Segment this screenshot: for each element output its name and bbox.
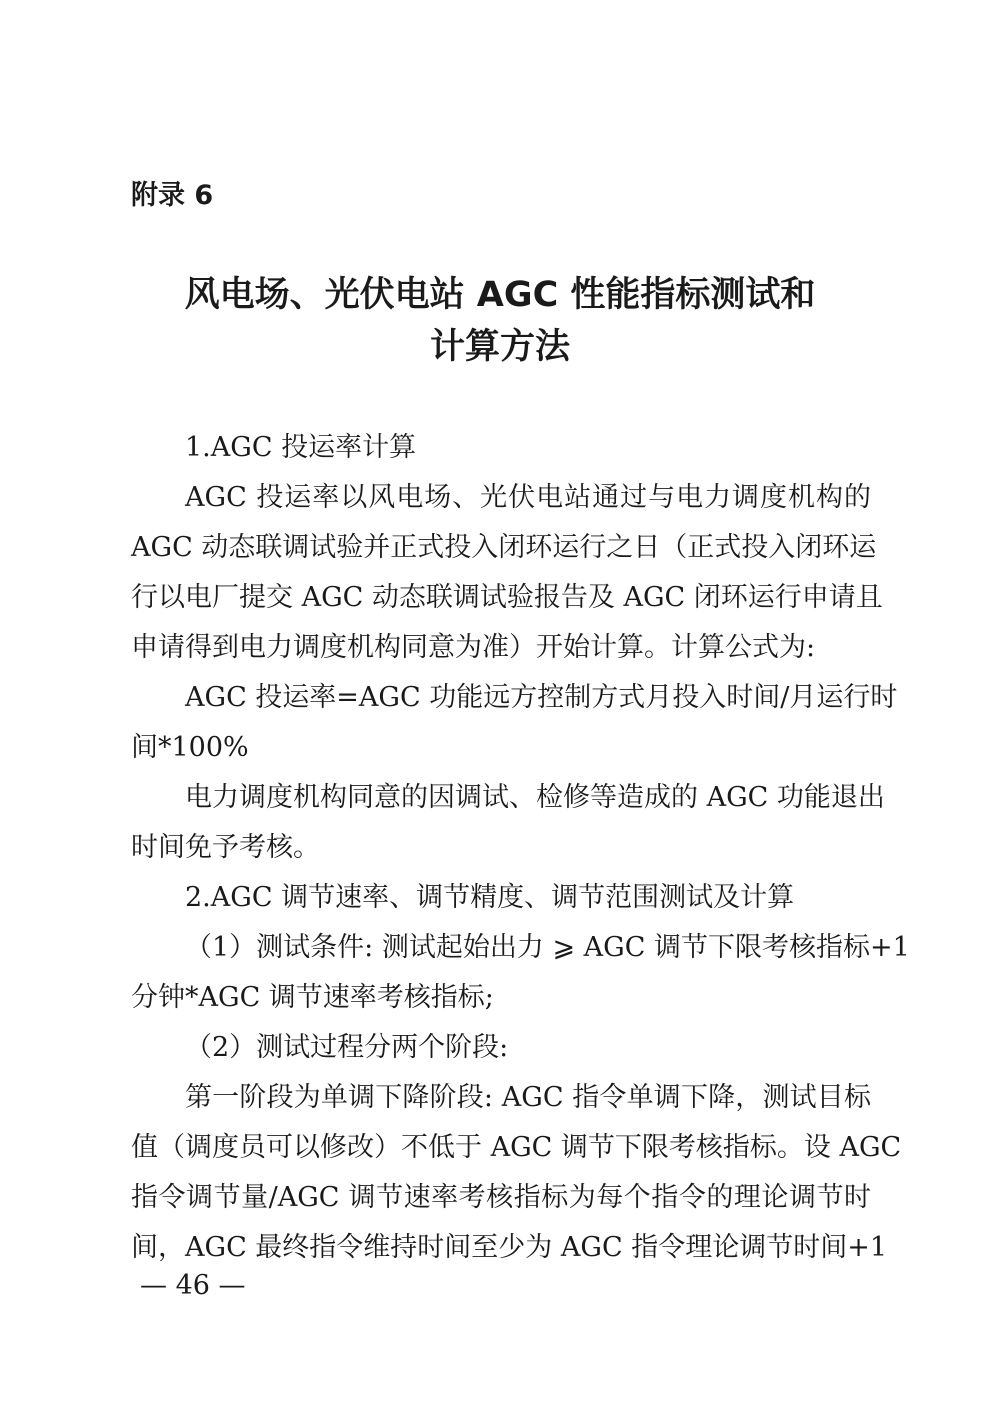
paragraph-line: （1）测试条件: 测试起始出力 ⩾ AGC 调节下限考核指标+1: [185, 932, 910, 963]
paragraph-line: 第一阶段为单调下降阶段: AGC 指令单调下降，测试目标: [185, 1082, 871, 1113]
document-title-line-1: 风电场、光伏电站 AGC 性能指标测试和: [184, 275, 816, 315]
paragraph-line: AGC 动态联调试验并正式投入闭环运行之日（正式投入闭环运: [131, 532, 877, 563]
paragraph-line: 电力调度机构同意的因调试、检修等造成的 AGC 功能退出: [185, 782, 885, 813]
paragraph-line: AGC 投运率以风电场、光伏电站通过与电力调度机构的: [185, 482, 871, 513]
paragraph-line: 值（调度员可以修改）不低于 AGC 调节下限考核指标。设 AGC: [131, 1132, 902, 1163]
paragraph-line: 行以电厂提交 AGC 动态联调试验报告及 AGC 闭环运行申请且: [131, 582, 883, 613]
paragraph-line: （2）测试过程分两个阶段:: [185, 1032, 509, 1063]
paragraph-line: 指令调节量/AGC 调节速率考核指标为每个指令的理论调节时: [131, 1182, 871, 1213]
section-heading-2: 2.AGC 调节速率、调节精度、调节范围测试及计算: [185, 882, 795, 913]
section-heading-1: 1.AGC 投运率计算: [185, 432, 417, 463]
paragraph-line: 时间免予考核。: [131, 832, 320, 863]
formula-line: 间*100%: [131, 732, 249, 763]
paragraph-line: 间，AGC 最终指令维持时间至少为 AGC 指令理论调节时间+1: [131, 1232, 887, 1263]
paragraph-line: 分钟*AGC 调节速率考核指标;: [131, 982, 494, 1013]
document-title-line-2: 计算方法: [429, 327, 570, 367]
formula-line: AGC 投运率=AGC 功能远方控制方式月投入时间/月运行时: [185, 682, 898, 713]
appendix-label: 附录 6: [131, 180, 214, 211]
paragraph-line: 申请得到电力调度机构同意为准）开始计算。计算公式为:: [131, 632, 816, 663]
page-number: — 46 —: [140, 1270, 246, 1301]
